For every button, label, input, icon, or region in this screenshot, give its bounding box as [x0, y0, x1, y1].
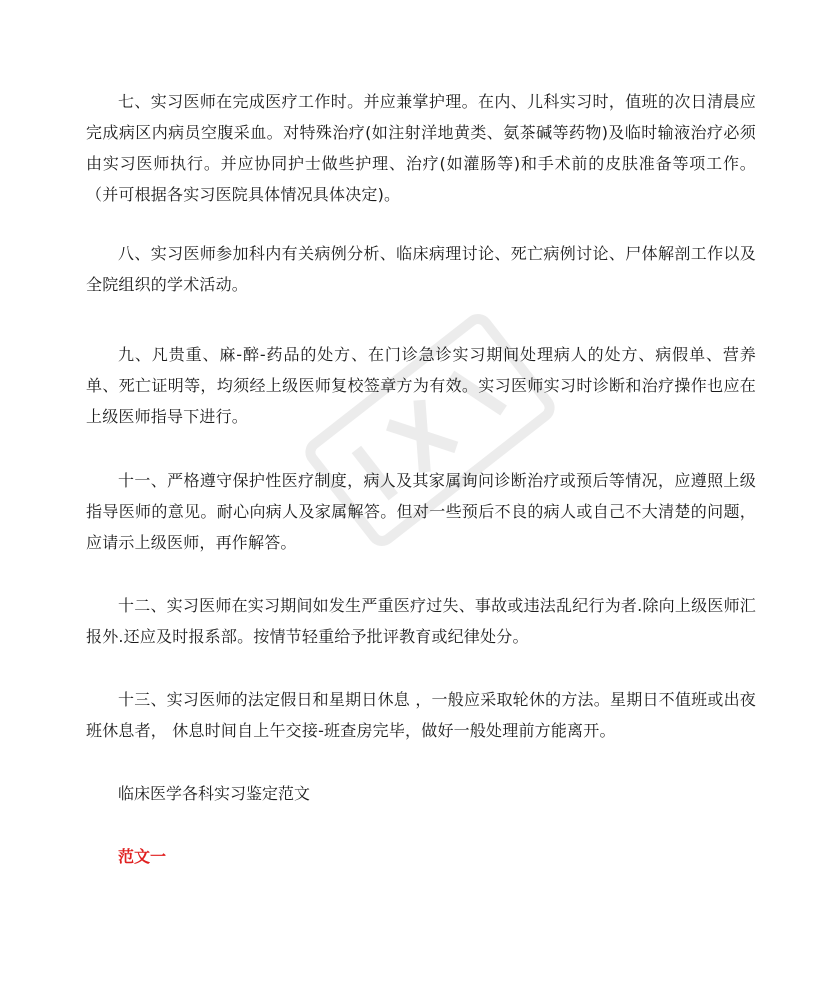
paragraph-twelve: 十二、实习医师在实习期间如发生严重医疗过失、事故或违法乱纪行为者.除向上级医师汇报外.还应及时报系部。按情节轻重给予批评教育或纪律处分。 [86, 596, 756, 646]
paragraph-nine: 九、凡贵重、麻-醉-药品的处方、在门诊急诊实习期间处理病人的处方、病假单、营养单、死亡证明等，均须经上级医师复校签章方为有效。实习医师实习时诊断和治疗操作也应在上级医师指导下进行。 [86, 345, 756, 426]
paragraph-seven: 七、实习医师在完成医疗工作时。并应兼掌护理。在内、儿科实习时，值班的次日清晨应完成病区内病员空腹采血。对特殊治疗(如注射洋地黄类、氨茶碱等药物)及临时输液治疗必须由实习医师执行。并应协同护士做些护理、治疗(如灌肠等)和手术前的皮肤准备等项工作。 （并可根据各实习医院具体情况具体决定)。 [86, 92, 756, 204]
paragraph-eight: 八、实习医师参加科内有关病例分析、临床病理讨论、死亡病例讨论、尸体解剖工作以及全院组织的学术活动。 [86, 244, 756, 294]
paragraph-eleven: 十一、严格遵守保护性医疗制度，病人及其家属询问诊断治疗或预后等情况，应遵照上级指导医师的意见。耐心向病人及家属解答。但对一些预后不良的病人或自己不大清楚的问题，应请示上级医师，再作解答。 [86, 471, 756, 552]
sample-heading: 范文一 [118, 847, 167, 866]
paragraph-thirteen: 十三、实习医师的法定假日和星期日休息 ，一般应采取轮休的方法。星期日不值班或出夜班休息者， 休息时间自上午交接-班查房完毕，做好一般处理前方能离开。 [86, 690, 756, 740]
section-title: 临床医学各科实习鉴定范文 [118, 784, 311, 803]
